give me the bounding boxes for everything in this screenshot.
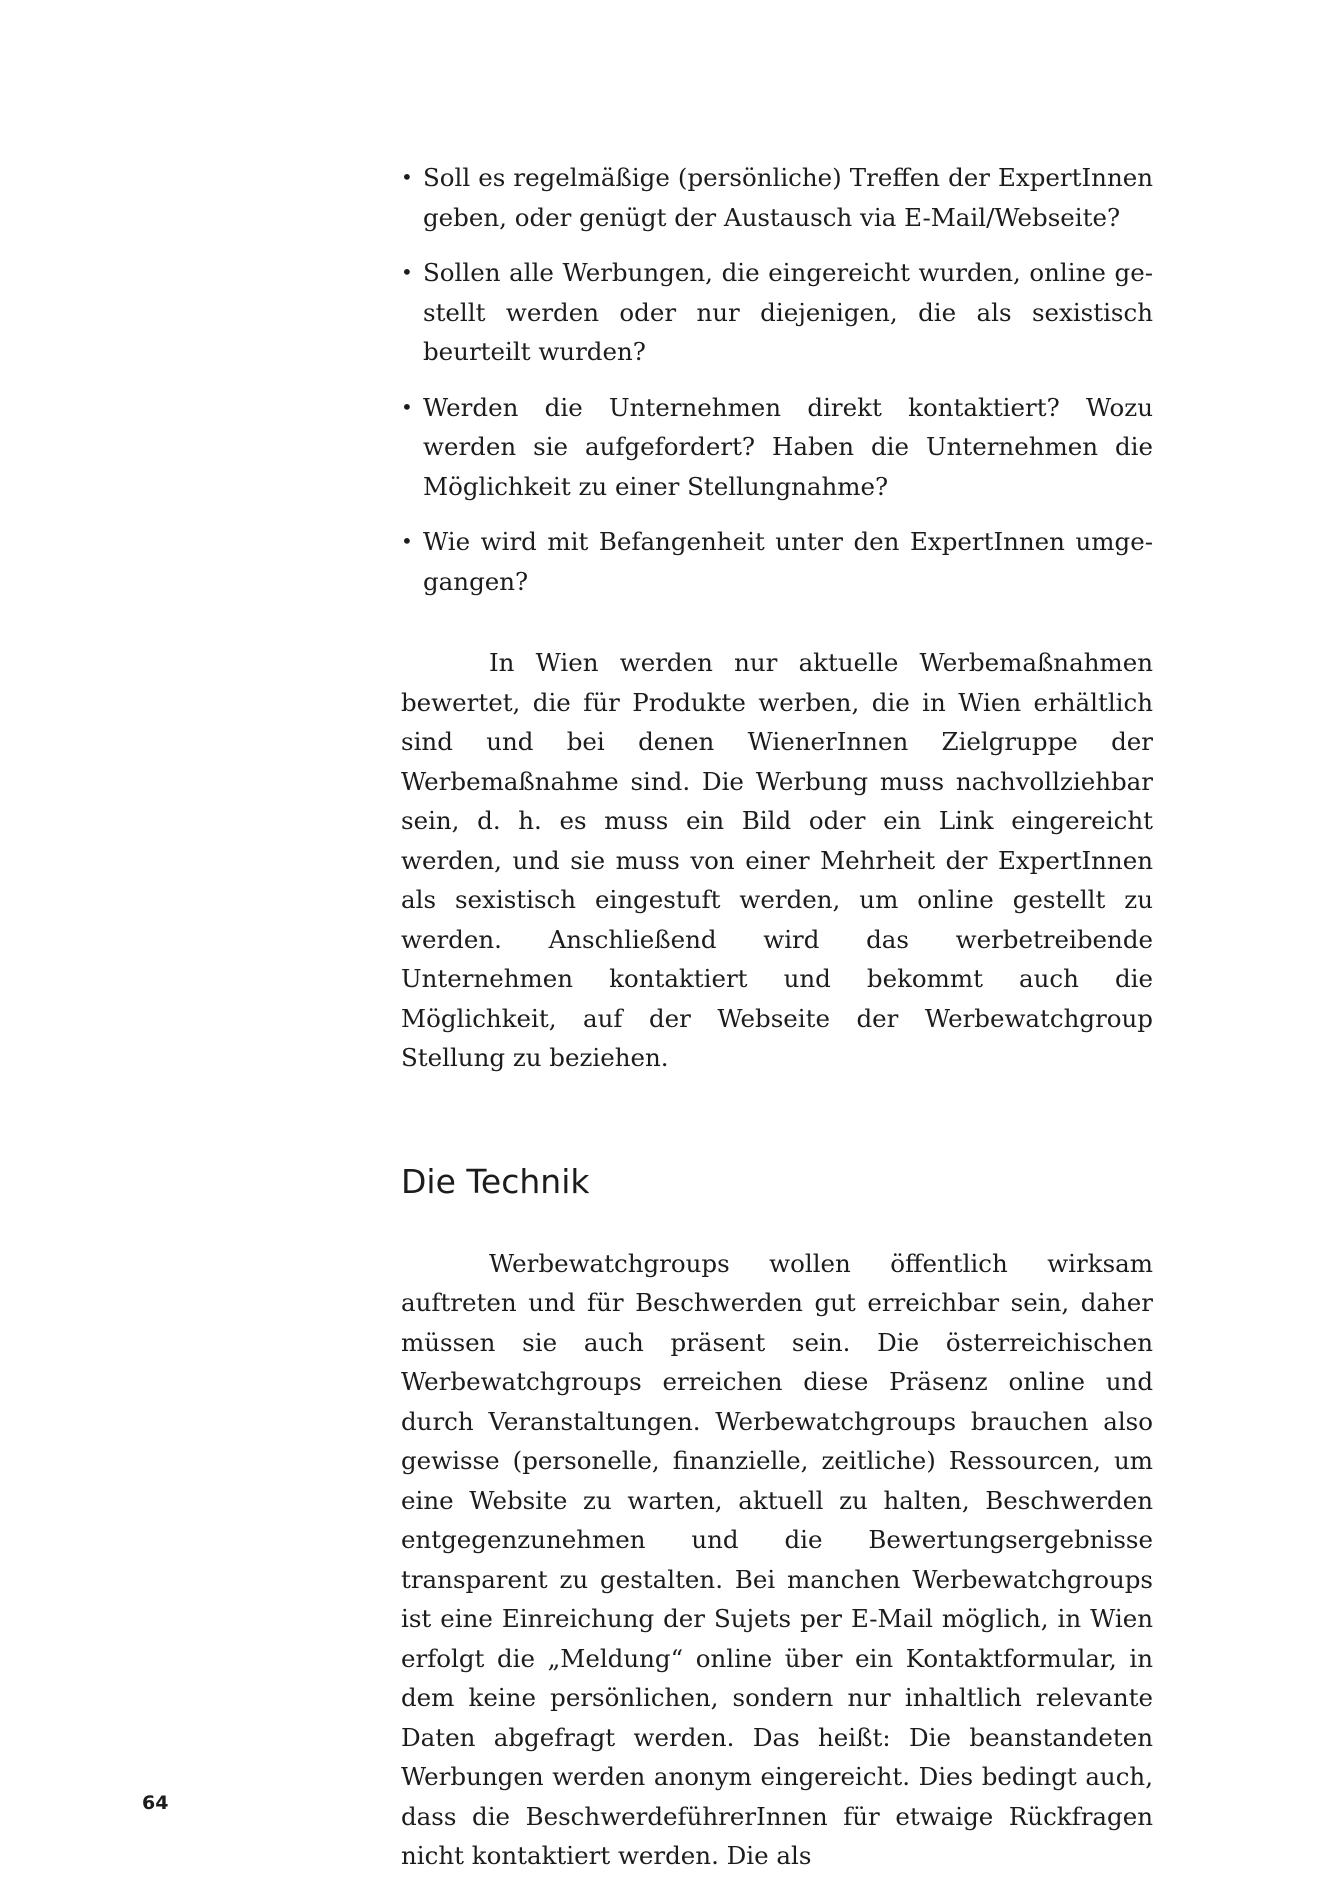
page-number: 64 [142, 1792, 169, 1814]
list-item: • Wie wird mit Befangenheit unter den ExpertInnen umgegangen? [401, 522, 1153, 601]
section-heading: Die Technik [401, 1161, 590, 1201]
question-list [401, 158, 1153, 601]
paragraph-wien: In Wien werden nur aktuelle Werbemaßnahmen bewertet, die für Produkte werben, die in Wien erhältlich sind und bei denen WienerInnen Zielgruppe der Werbemaßnahme sind. Die Werbung muss nachvollziehbar sein, d. h. es muss ein Bild oder ein Link eingereicht werden, und sie muss von einer Mehrheit der ExpertInnen als sexistisch eingestuft werden, um online gestellt zu werden. Anschließend wird das werbetreibende Unternehmen kontaktiert und bekommt auch die Möglichkeit, auf der Webseite der Werbewatchgroup Stellung zu beziehen. [401, 648, 1153, 1072]
text-column [401, 158, 1153, 1876]
paragraph-technik: Werbewatchgroups wollen öffentlich wirksam auftreten und für Beschwerden gut erreichbar sein, daher müssen sie auch präsent sein. Die österreichischen Werbewatchgroups erreichen diese Präsenz online und durch Veranstaltungen. Werbewatchgroups brauchen also gewisse (personelle, finanzielle, zeitliche) Ressourcen, um eine Website zu warten, aktuell zu halten, Beschwerden entgegenzunehmen und die Bewertungsergebnisse transparent zu gestalten. Bei manchen Werbewatchgroups ist eine Einreichung der Sujets per E-Mail möglich, in Wien erfolgt die „Meldung“ online über ein Kontaktformular, in dem keine persönlichen, sondern nur inhaltlich relevante Daten abgefragt werden. Das heißt: Die beanstandeten Werbungen werden anonym eingereicht. Dies bedingt auch, dass die BeschwerdeführerInnen für etwaige Rückfragen nicht kontaktiert werden. Die als [401, 1248, 1153, 1870]
list-item: • Werden die Unternehmen direkt kontaktiert? Wozu werden sie aufgefordert? Haben die Unternehmen die Möglichkeit zu einer Stellungnahme? [401, 388, 1153, 507]
list-item: • Sollen alle Werbungen, die eingereicht wurden, online gestellt werden oder nur diejenigen, die als sexistisch beurteilt wurden? [401, 253, 1153, 372]
list-item: • Soll es regelmäßige (persönliche) Treffen der ExpertInnen geben, oder genügt der Austausch via E-Mail/Webseite? [401, 158, 1153, 237]
